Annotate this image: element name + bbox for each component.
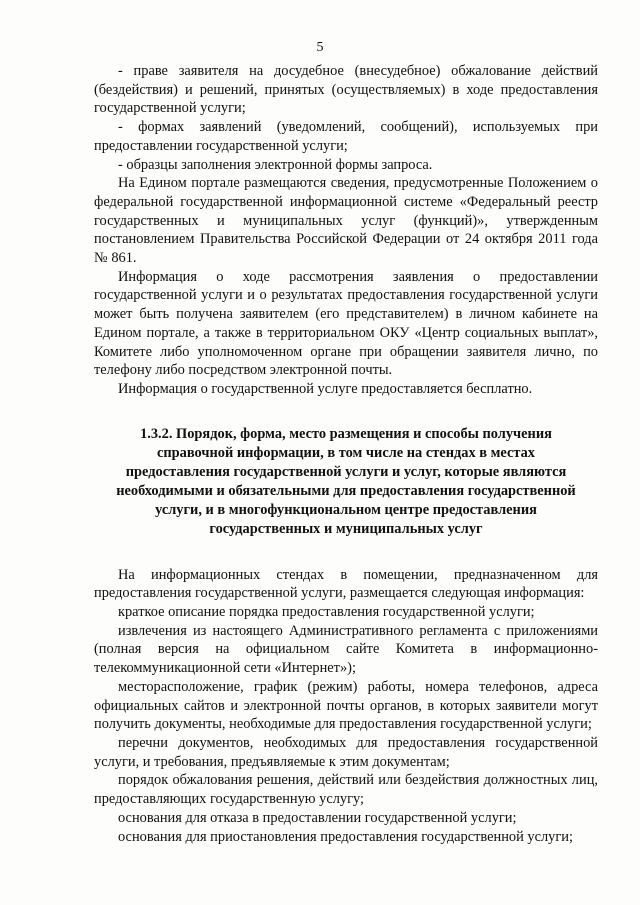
list-item-extracts: извлечения из настоящего Административного регламента с приложениями (полная версия на официальном сайте Комитета в информационно-телекоммуникационной сети «Интернет»); bbox=[94, 622, 598, 677]
paragraph-info-stands: На информационных стендах в помещении, предназначенном для предоставления государственной услуги, размещается следующая информация: bbox=[94, 566, 598, 602]
paragraph-forms: - формах заявлений (уведомлений, сообщений), используемых при предоставлении государственной услуги; bbox=[94, 119, 598, 154]
document-body bbox=[94, 62, 598, 846]
paragraph-unified-portal: На Едином портале размещаются сведения, предусмотренные Положением о федеральной государственной информационной системе «Федеральный реестр государственных и муниципальных услуг (функций)», утвержденным постановлением Правительства Российской Федерации от 24 октября 2011 года № 861. bbox=[94, 175, 598, 267]
paragraph-application-status: Информация о ходе рассмотрения заявления о предоставлении государственной услуги и о результатах предоставления государственной услуги может быть получена заявителем (его представителем) в личном кабинете на Едином портале, а также в территориальном ОКУ «Центр социальных выплат», Комитете либо уполномоченном органе при обращении заявителя лично, по телефону либо посредством электронной почты. bbox=[94, 268, 598, 379]
list-item-documents: перечни документов, необходимых для предоставления государственной услуги, и требования, предъявляемые к этим документам; bbox=[94, 734, 598, 770]
section-1-3-2-body bbox=[94, 566, 598, 847]
list-item-location: месторасположение, график (режим) работы, номера телефонов, адреса официальных сайтов и электронной почты органов, в которых заявители могут получить документы, необходимые для предоставления государственной услуги; bbox=[94, 678, 598, 733]
list-item-description: краткое описание порядка предоставления государственной услуги; bbox=[118, 604, 535, 621]
paragraph-free-info: Информация о государственной услуге предоставляется бесплатно. bbox=[118, 380, 533, 397]
list-item-suspension-grounds: основания для приостановления предоставления государственной услуги; bbox=[118, 828, 573, 845]
list-item-appeal-procedure: порядок обжалования решения, действий или бездействия должностных лиц, предоставляющих государственную услугу; bbox=[94, 772, 598, 808]
paragraph-appeal-right: - праве заявителя на досудебное (внесудебное) обжалование действий (бездействия) и решений, принятых (осуществляемых) в ходе предоставления государственной услуги; bbox=[94, 63, 598, 117]
section-heading-1-3-2: 1.3.2. Порядок, форма, место размещения и способы получения справочной информации, в том числе на стендах в местах предоставления государственной услуги и услуг, которые являются необходимыми и обязательными для предоставления государственной услуги, и в многофункциональном центре предоставления государственных и муниципальных услуг bbox=[116, 425, 576, 537]
list-item-refusal-grounds: основания для отказа в предоставлении государственной услуги; bbox=[118, 809, 517, 826]
paragraph-samples: - образцы заполнения электронной формы запроса. bbox=[118, 156, 433, 173]
page-number: 5 bbox=[316, 40, 324, 55]
